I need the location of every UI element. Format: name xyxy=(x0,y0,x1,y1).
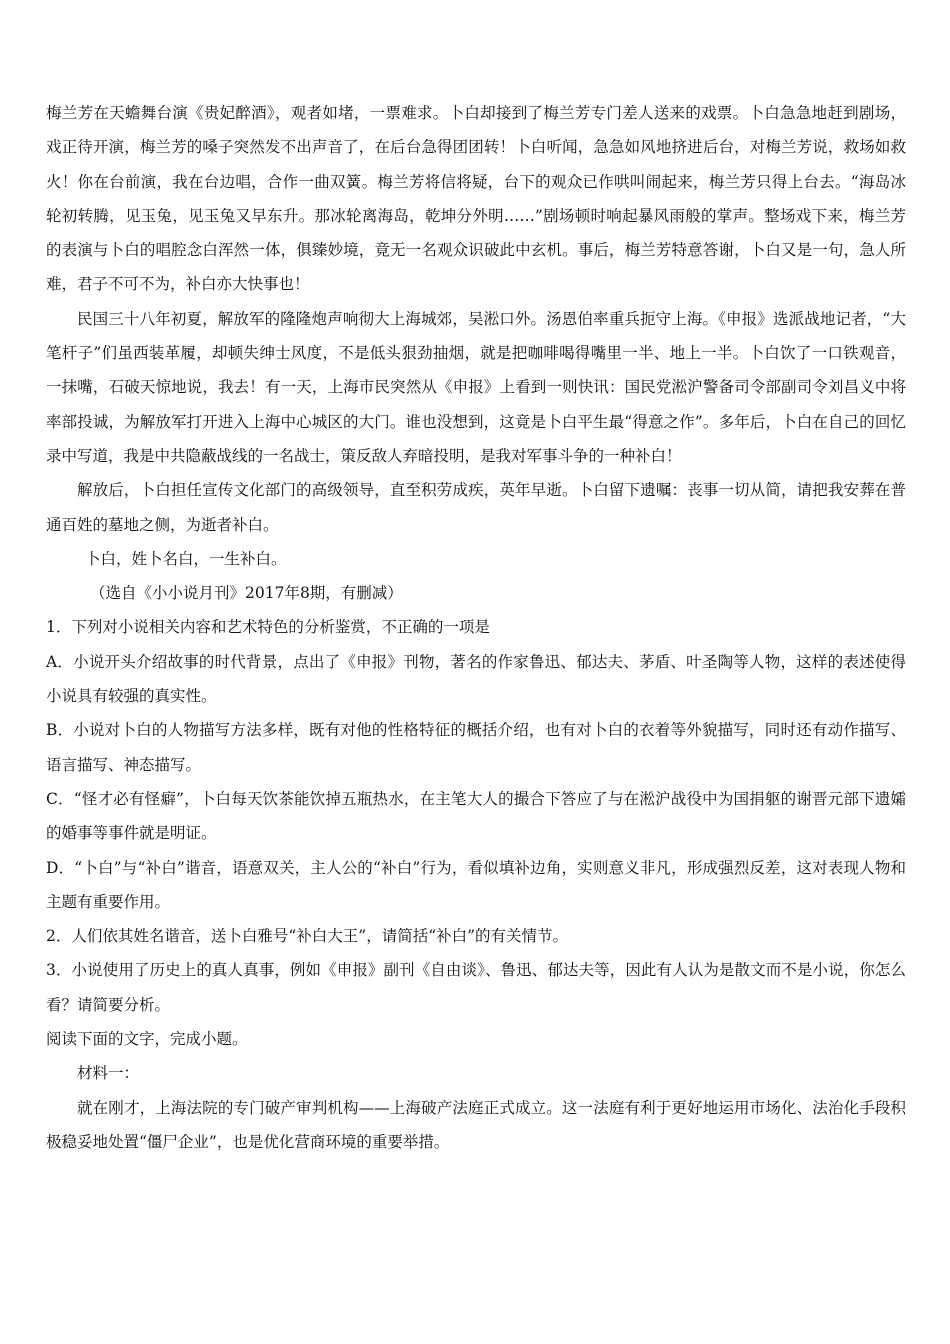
document-page xyxy=(46,96,906,1159)
question-2: 2．人们依其姓名谐音，送卜白雅号“补白大王”，请简括“补白”的有关情节。 xyxy=(46,927,569,946)
reading-instruction: 阅读下面的文字，完成小题。 xyxy=(46,1030,248,1049)
question-1-option-d: D．“卜白”与“补白”谐音，语意双关，主人公的“补白”行为，看似填补边角，实则意义非凡，形成强烈反差，这对表现人物和主题有重要作用。 xyxy=(46,858,906,911)
material-paragraph: 就在刚才，上海法院的专门破产审判机构——上海破产法庭正式成立。这一法庭有利于更好地运用市场化、法治化手段积极稳妥地处置“僵尸企业”，也是优化营商环境的重要举措。 xyxy=(46,1098,906,1151)
question-1-option-a: A．小说开头介绍故事的时代背景，点出了《申报》刊物，著名的作家鲁迅、郁达夫、茅盾、叶圣陶等人物，这样的表述使得小说具有较强的真实性。 xyxy=(46,652,906,706)
story-paragraph-2: 民国三十八年初夏，解放军的隆隆炮声响彻大上海城郊，吴淞口外。汤恩伯率重兵扼守上海。《申报》选派战地记者，“大笔杆子”们虽西装革履，却顿失绅士风度，不是低头狠劲抽烟，就是把咖啡喝得嘴里一半、地上一半。卜白饮了一口铁观音，一抹嘴，石破天惊地说，我去！有一天，上海市民突然从《申报》上看到一则快讯：国民党淞沪警备司令部副司令刘昌义中将率部投诚，为解放军打开进入上海中心城区的大门。谁也没想到，这竟是卜白平生最“得意之作”。多年后，卜白在自己的回忆录中写道，我是中共隐蔽战线的一名战士，策反敌人弃暗投明，是我对军事斗争的一种补白！ xyxy=(46,309,906,465)
story-paragraph-1: 梅兰芳在天蟾舞台演《贵妃醉酒》，观者如堵，一票难求。卜白却接到了梅兰芳专门差人送来的戏票。卜白急急地赶到剧场，戏正待开演，梅兰芳的嗓子突然发不出声音了，在后台急得团团转！卜白听闻，急急如风地挤进后台，对梅兰芳说，救场如救火！你在台前演，我在台边唱，合作一曲双簧。梅兰芳将信将疑，台下的观众已作哄叫闹起来，梅兰芳只得上台去。“海岛冰轮初转腾，见玉兔，见玉兔又早东升。那冰轮离海岛，乾坤分外明……”剧场顿时响起暴风雨般的掌声。整场戏下来，梅兰芳的表演与卜白的唱腔念白浑然一体，俱臻妙境，竟无一名观众识破此中玄机。事后，梅兰芳特意答谢，卜白又是一句，急人所难，君子不可不为，补白亦大快事也！ xyxy=(46,104,906,294)
source-citation: （选自《小小说月刊》2017年8期，有删减） xyxy=(90,584,403,603)
question-3: 3．小说使用了历史上的真人真事，例如《申报》副刊《自由谈》、鲁迅、郁达夫等，因此有人认为是散文而不是小说，你怎么看？请简要分析。 xyxy=(46,961,906,1014)
material-label: 材料一： xyxy=(77,1064,140,1083)
question-1-option-c: C．“怪才必有怪癖”，卜白每天饮茶能饮掉五瓶热水，在主笔大人的撮合下答应了与在淞沪战役中为国捐躯的谢晋元部下遗孀的婚事等事件就是明证。 xyxy=(46,789,906,843)
story-paragraph-4: 卜白，姓卜名白，一生补白。 xyxy=(85,549,287,568)
question-1-stem: 1．下列对小说相关内容和艺术特色的分析鉴赏，不正确的一项是 xyxy=(46,618,490,637)
story-paragraph-3: 解放后，卜白担任宣传文化部门的高级领导，直至积劳成疾，英年早逝。卜白留下遗嘱：丧事一切从简，请把我安葬在普通百姓的墓地之侧，为逝者补白。 xyxy=(46,481,906,534)
question-1-option-b: B．小说对卜白的人物描写方法多样，既有对他的性格特征的概括介绍，也有对卜白的衣着等外貌描写，同时还有动作描写、语言描写、神态描写。 xyxy=(46,721,906,774)
